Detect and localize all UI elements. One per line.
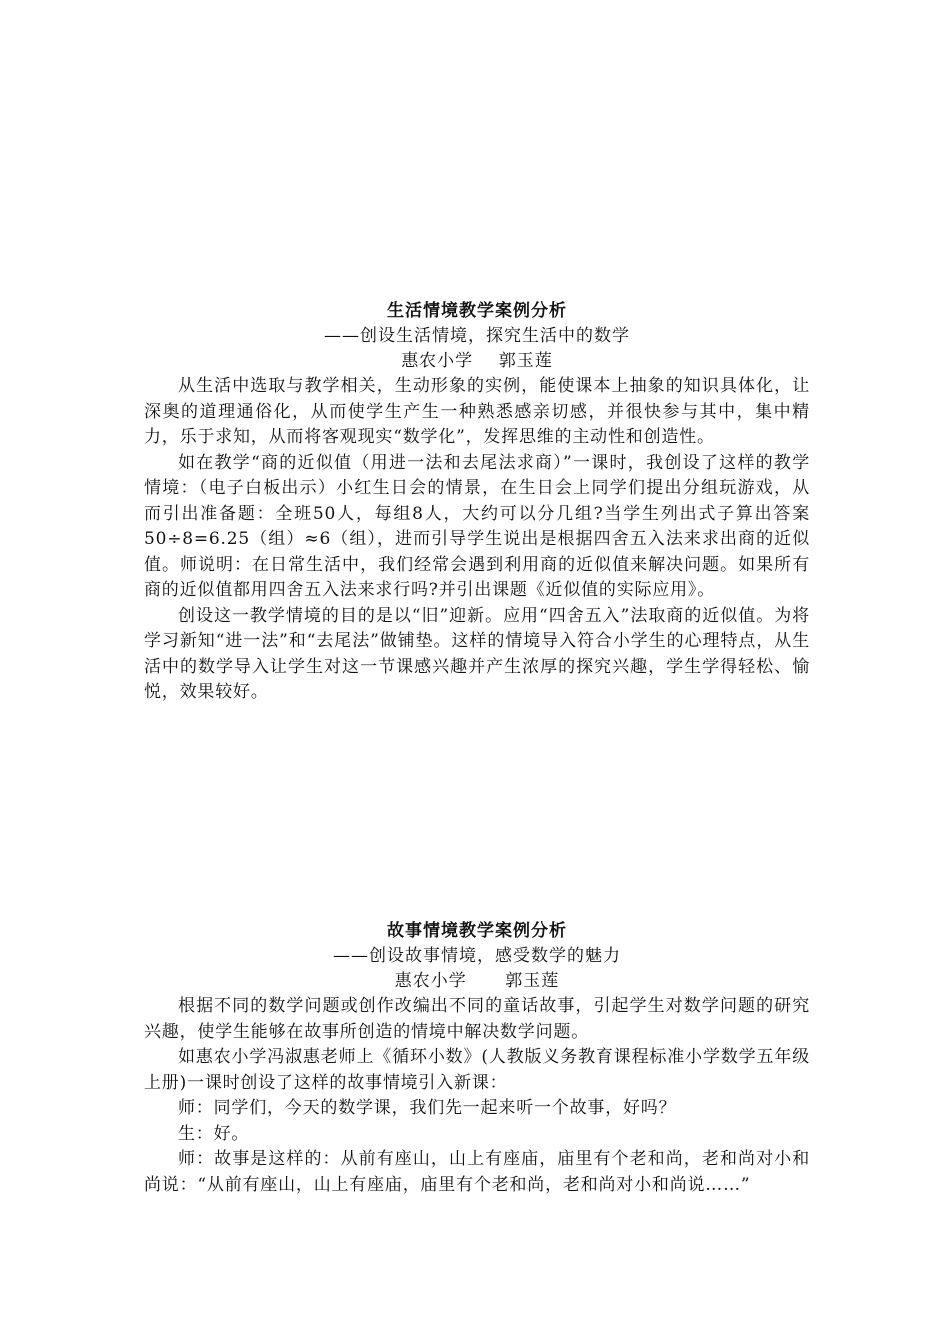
body-paragraph: 根据不同的数学问题或创作改编出不同的童话故事，引起学生对数学问题的研究兴趣，使学生能够在故事所创造的情境中解决数学问题。 xyxy=(144,996,810,1042)
case-title: 生活情境教学案例分析 xyxy=(387,301,567,321)
case-title: 故事情境教学案例分析 xyxy=(387,921,567,941)
dialogue-line: 师：故事是这样的：从前有座山，山上有座庙，庙里有个老和尚，老和尚对小和尚说：“从前有座山，山上有座庙，庙里有个老和尚，老和尚对小和尚说……” xyxy=(144,1149,810,1195)
case-subtitle: ——创设生活情境，探究生活中的数学 xyxy=(324,326,630,346)
body-paragraph: 创设这一教学情境的目的是以“旧”迎新。应用“四舍五入”法取商的近似值。为将学习新知“进一法”和“去尾法”做铺垫。这样的情境导入符合小学生的心理特点，从生活中的数学导入让学生对这一节课感兴趣并产生浓厚的探究兴趣，学生学得轻松、愉悦，效果较好。 xyxy=(144,605,810,702)
case-subtitle: ——创设故事情境，感受数学的魅力 xyxy=(333,946,621,966)
dialogue-line: 生：好。 xyxy=(178,1123,250,1144)
case-section-life xyxy=(144,298,810,706)
case-author: 惠农小学 郭玉莲 xyxy=(394,971,560,991)
body-paragraph: 从生活中选取与教学相关，生动形象的实例，能使课本上抽象的知识具体化，让深奥的道理通俗化，从而使学生产生一种熟悉感亲切感，并很快参与其中，集中精力，乐于求知，从而将客观现实“数学化”，发挥思维的主动性和创造性。 xyxy=(144,376,810,447)
body-paragraph: 如惠农小学冯淑惠老师上《循环小数》(人教版义务教育课程标准小学数学五年级上册)一课时创设了这样的故事情境引入新课： xyxy=(144,1047,810,1093)
body-paragraph: 如在教学“商的近似值（用进一法和去尾法求商）”一课时，我创设了这样的教学情境：（电子白板出示）小红生日会的情景，在生日会上同学们提出分组玩游戏，从而引出准备题：全班50人，每组8人，大约可以分几组?当学生列出式子算出答案50÷8=6.25（组）≈6（组），进而引导学生说出是根据四舍五入法来求出商的近似值。师说明：在日常生活中，我们经常会遇到利用商的近似值来解决问题。如果所有商的近似值都用四舍五入法来求行吗?并引出课题《近似值的实际应用》。 xyxy=(144,452,810,600)
case-section-story xyxy=(144,918,810,1198)
dialogue-line: 师：同学们，今天的数学课，我们先一起来听一个故事，好吗？ xyxy=(178,1098,677,1118)
case-author: 惠农小学 郭玉莲 xyxy=(401,351,553,371)
